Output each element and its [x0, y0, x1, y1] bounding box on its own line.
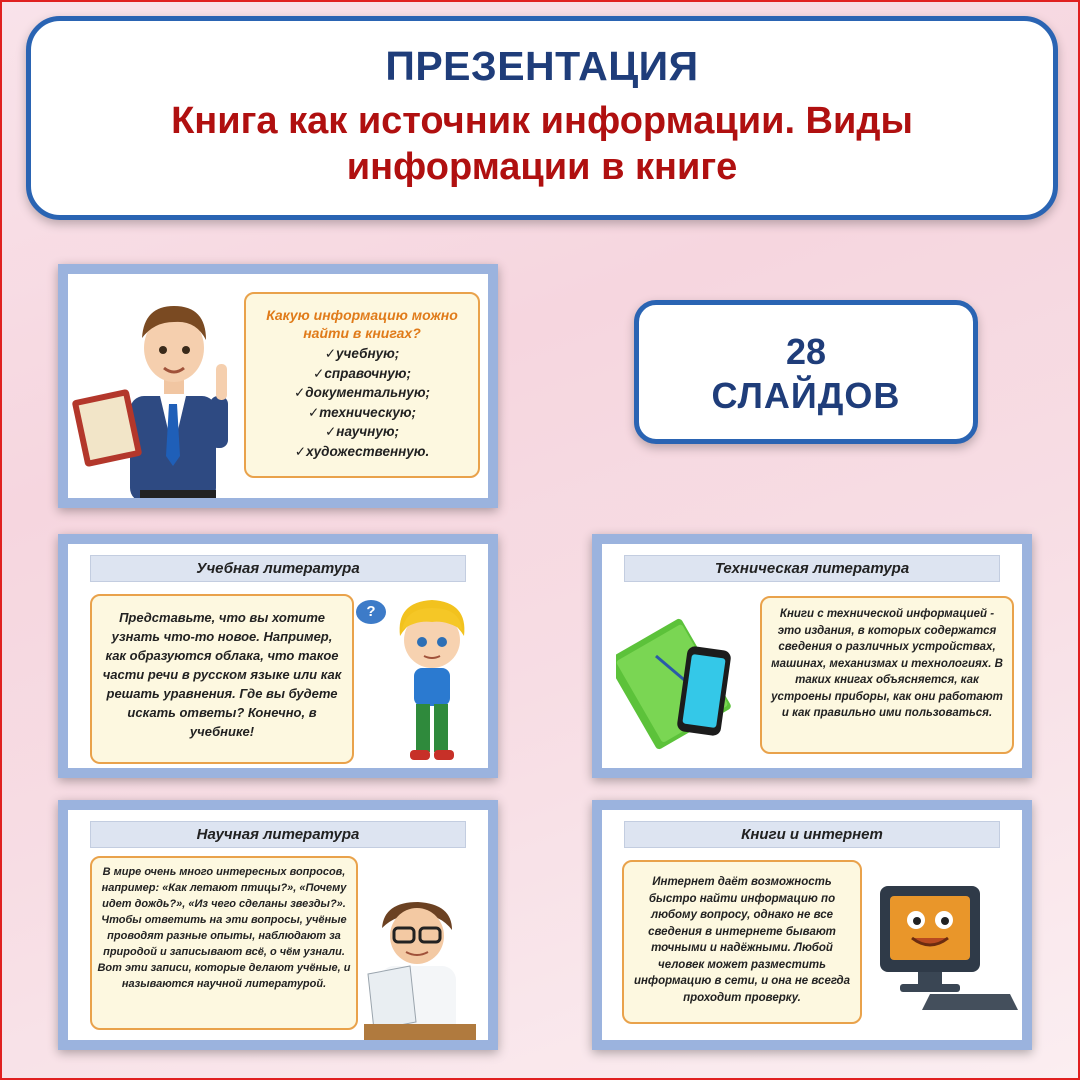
info-type-list: [246, 344, 478, 461]
info-type-item: ✓учебную;: [324, 346, 400, 361]
info-type-item: ✓техническую;: [307, 404, 417, 420]
slide-count-label: СЛАЙДОВ: [711, 375, 901, 416]
student-with-book-illustration: [70, 276, 240, 498]
slide-preview-5[interactable]: [592, 800, 1032, 1050]
slide-heading: Книги и интернет: [624, 821, 1000, 848]
page-subtitle: Книга как источник информации. Виды информации в книге: [171, 100, 913, 188]
slide-text-card: Интернет даёт возможность быстро найти информацию по любому вопросу, однако не все сведения в интернете бывают точными и надёжными. Любой человек может разместить информацию в сети, и она не всегда проходит проверку.: [622, 860, 862, 1024]
slide-heading: Научная литература: [90, 821, 466, 848]
slide-preview-4[interactable]: [58, 800, 498, 1050]
slide-text-card: Книги с технической информацией - это издания, в которых содержатся сведения о различных устройствах, машинах, механизмах и технологиях. В таких книгах объясняется, как устроены приборы, как они работают и как правильно ими пользоваться.: [760, 596, 1014, 754]
slide-text-card: Представьте, что вы хотите узнать что-то новое. Например, как образуются облака, что такое части речи в русском языке или как решать уравнения. Где вы будете искать ответы? Конечно, в учебнике!: [90, 594, 354, 764]
slide-2-canvas: [68, 544, 488, 768]
slide-heading: Учебная литература: [90, 555, 466, 582]
slide-5-canvas: [602, 810, 1022, 1040]
slide-preview-3[interactable]: [592, 534, 1032, 778]
thinking-boy-illustration: [386, 594, 476, 764]
slide-4-canvas: [68, 810, 488, 1040]
slide-preview-1[interactable]: [58, 264, 498, 508]
info-type-item: ✓справочную;: [313, 365, 411, 381]
question-bubble: ?: [356, 600, 386, 624]
slide-heading: Техническая литература: [624, 555, 1000, 582]
slide-1-canvas: [68, 274, 488, 498]
title-banner: [26, 16, 1058, 220]
slide-count-badge: [634, 300, 978, 444]
question-card: [244, 292, 480, 478]
slide-preview-2[interactable]: [58, 534, 498, 778]
slide-3-canvas: [602, 544, 1022, 768]
scientist-reading-illustration: [360, 900, 480, 1040]
slide-count-number: 28: [785, 331, 827, 372]
notebook-and-phone-illustration: [616, 606, 746, 756]
smiling-computer-illustration: [870, 876, 1020, 1016]
info-type-item: ✓художественную.: [294, 443, 430, 459]
info-type-item: ✓документальную;: [294, 385, 430, 400]
page-title: ПРЕЗЕНТАЦИЯ: [385, 43, 699, 89]
slide-text-card: В мире очень много интересных вопросов, например: «Как летают птицы?», «Почему идет дождь?», «Из чего сделаны звезды?». Чтобы ответить на эти вопросы, учёные проводят разные опыты, наблюдают за природой и записывают всё, о чём узнали. Вот эти записи, которые делают учёные, и называются научной литературой.: [90, 856, 358, 1030]
question-text: Какую информацию можно найти в книгах?: [266, 307, 458, 341]
info-type-item: ✓научную;: [324, 424, 399, 439]
